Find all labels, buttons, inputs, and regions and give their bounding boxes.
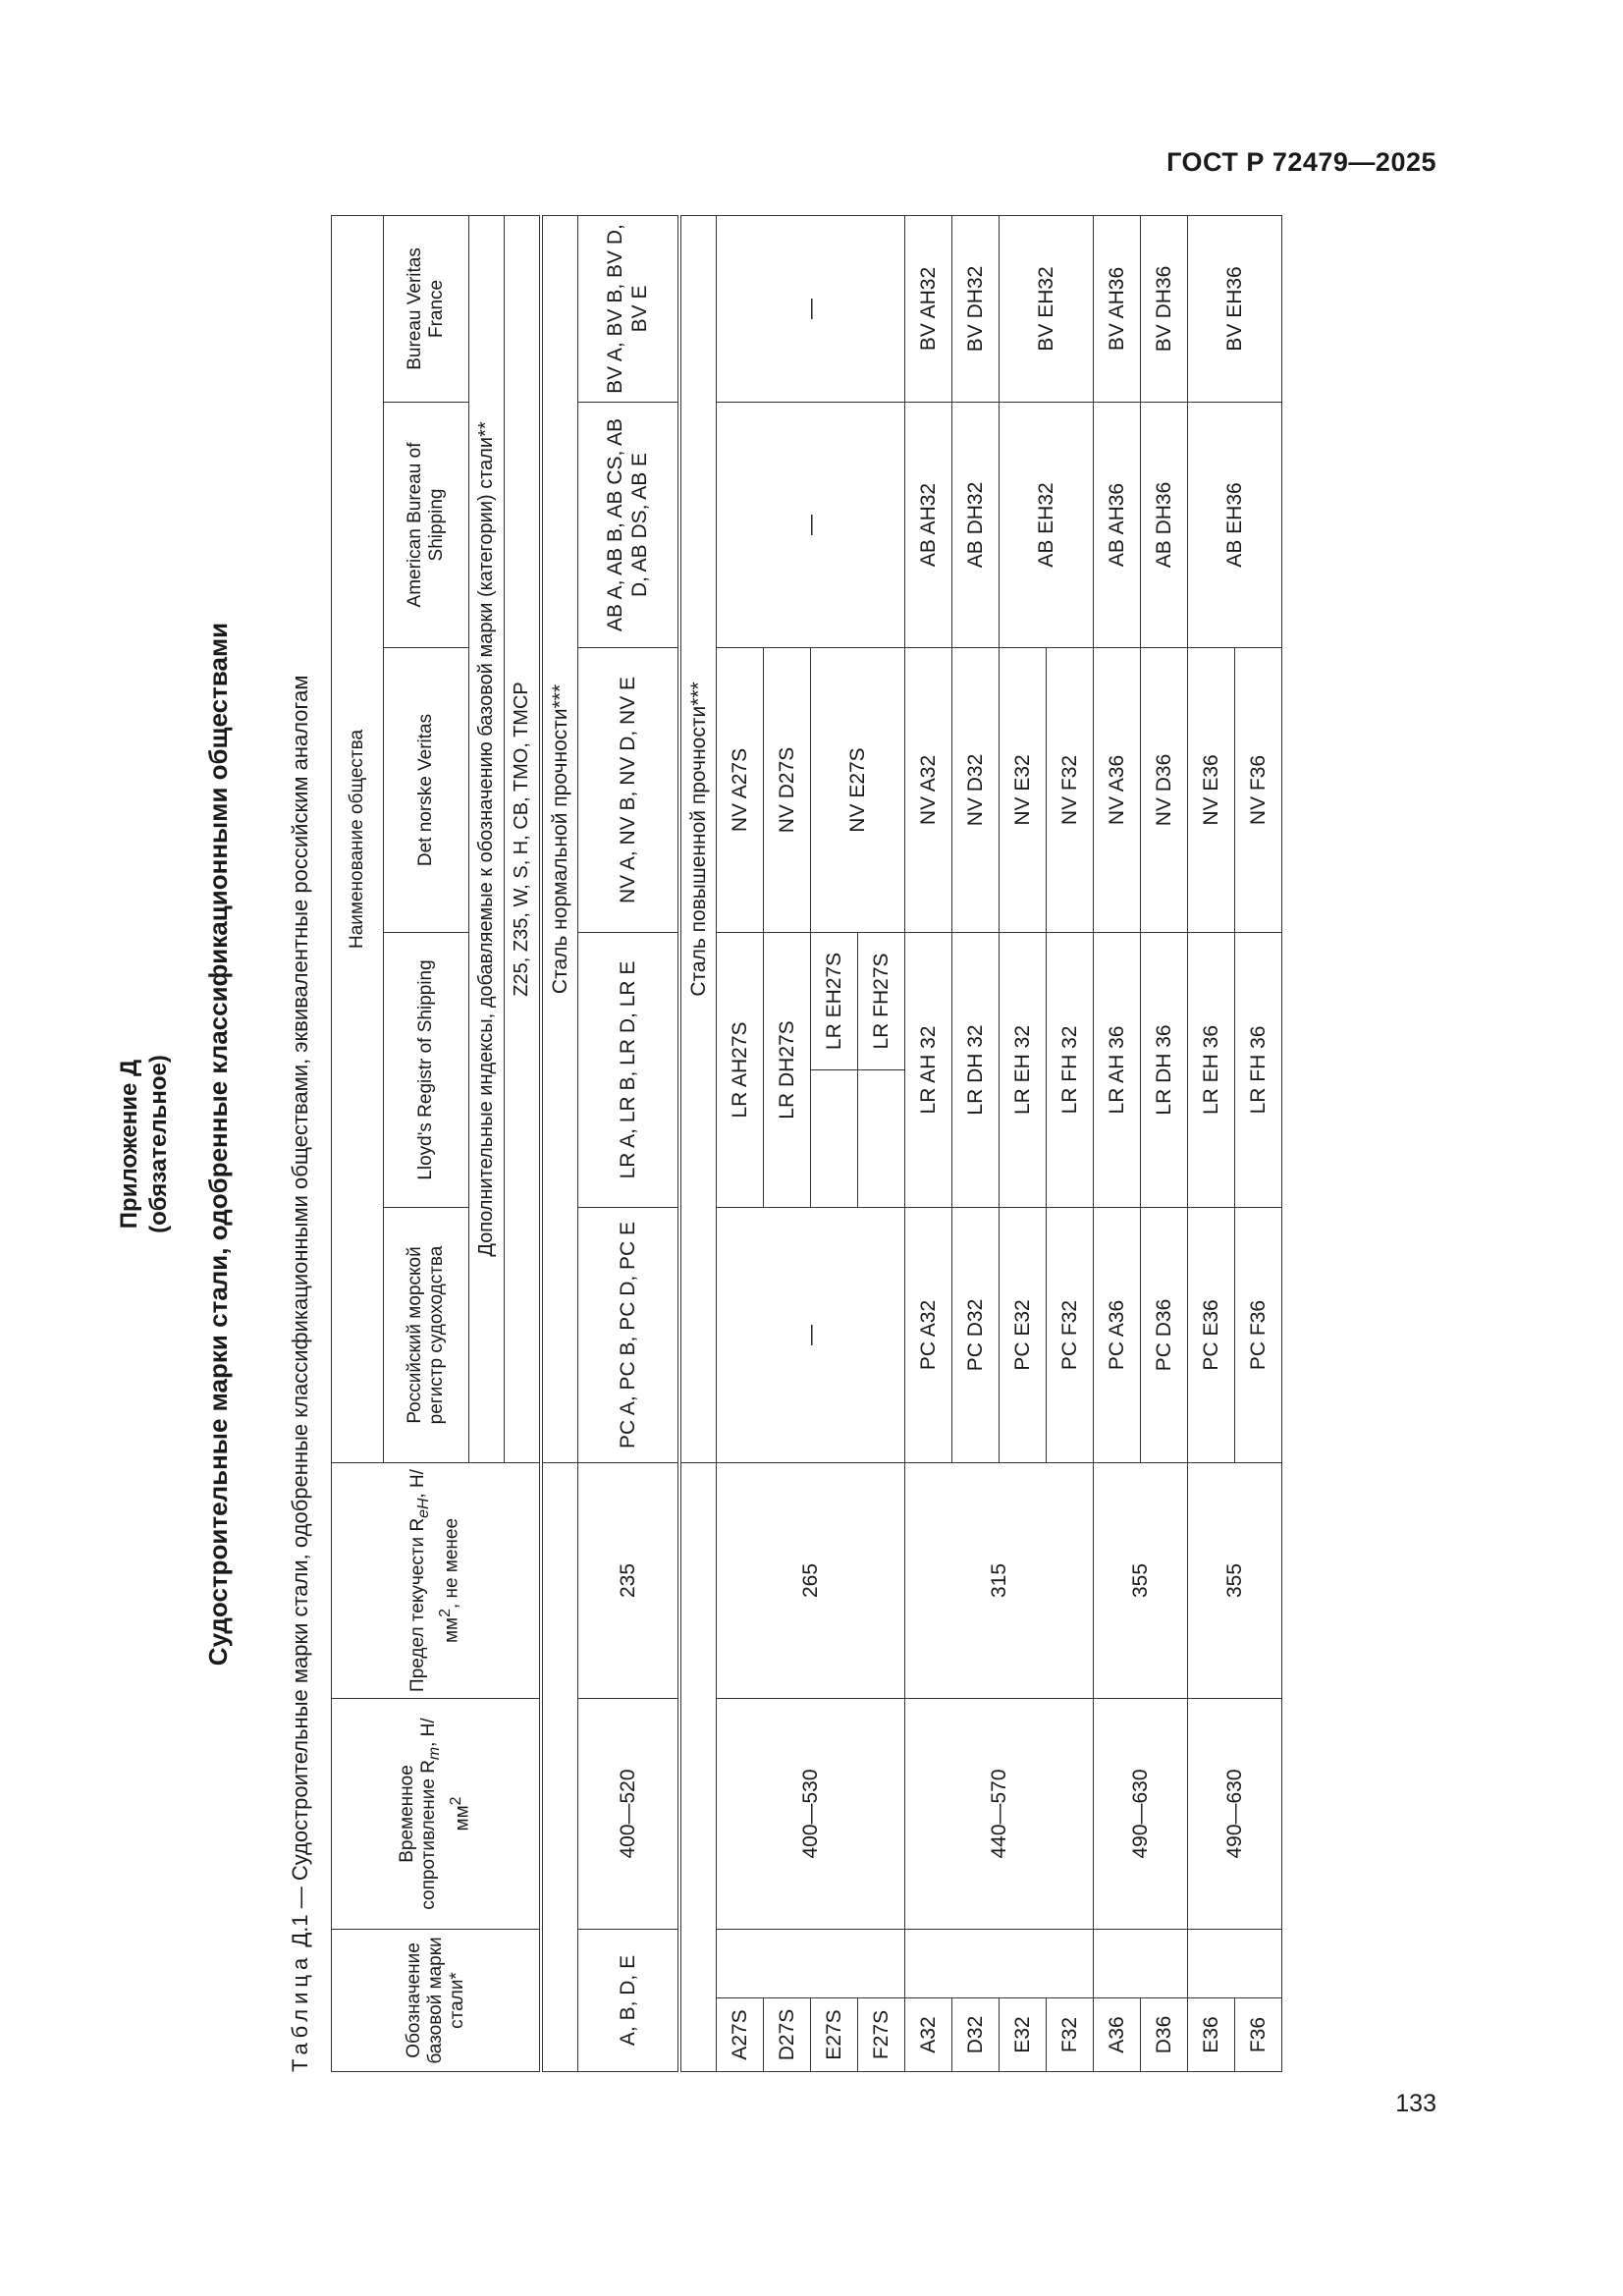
caption-prefix: Таблица <box>288 1952 312 2072</box>
cell-lr: LR EH27S <box>810 932 857 1069</box>
cell-nv: NV A32 <box>904 647 951 932</box>
cell-grade: E32 <box>999 1998 1046 2072</box>
cell-nv: NV E32 <box>999 647 1046 932</box>
cell-nv: NV E36 <box>1187 647 1234 932</box>
cell-ab: — <box>716 402 904 647</box>
steel-grades-table <box>331 215 1282 2072</box>
additional-indices-label: Дополнительные индексы, добавляемые к обозначению базовой марки (категории) стали** <box>469 215 505 1462</box>
cell-grade: A27S <box>716 1998 763 2072</box>
cell-spacer <box>1093 1929 1187 1997</box>
cell-lr-spacer <box>857 1069 904 1207</box>
cell-lr: LR FH27S <box>857 932 904 1069</box>
header-society: Наименование общества <box>332 215 384 1462</box>
cell-rs: PC D32 <box>951 1207 999 1462</box>
cell-tensile: 400—520 <box>578 1698 679 1929</box>
cell-nv: NV A36 <box>1093 647 1140 932</box>
cell-grade: E27S <box>810 1998 857 2072</box>
cell-yield: 355 <box>1093 1462 1187 1698</box>
cell-lr: LR DH27S <box>763 932 810 1207</box>
cell-lr: LR FH 36 <box>1234 932 1281 1207</box>
caption-text: — Судостроительные марки стали, одобренные классификационными обществами, эквивалентные российским аналогам <box>288 675 312 1915</box>
standard-number: ГОСТ Р 72479—2025 <box>1166 147 1436 177</box>
cell-rs: PC A36 <box>1093 1207 1140 1462</box>
cell-grade: F36 <box>1234 1998 1281 2072</box>
cell-spacer <box>904 1929 1093 1997</box>
cell-rs: PC A, PC B, PC D, PC E <box>578 1207 679 1462</box>
cell-nv: NV D36 <box>1140 647 1187 932</box>
cell-nv: NV E27S <box>810 647 904 932</box>
cell-lr: LR FH 32 <box>1046 932 1093 1207</box>
cell-grade: D36 <box>1140 1998 1187 2072</box>
section-spacer <box>679 1462 717 2071</box>
cell-ab: AB A, AB B, AB CS, AB D, AB DS, AB E <box>578 402 679 647</box>
cell-bv: BV A, BV B, BV D, BV E <box>578 215 679 402</box>
caption-number: Д.1 <box>288 1914 312 1953</box>
cell-rs: PC A32 <box>904 1207 951 1462</box>
table-row <box>1093 215 1140 2071</box>
cell-grade: F32 <box>1046 1998 1093 2072</box>
cell-lr: LR AH 36 <box>1093 932 1140 1207</box>
cell-lr: LR AH 32 <box>904 932 951 1207</box>
cell-lr: LR A, LR B, LR D, LR E <box>578 932 679 1207</box>
cell-tensile: 490—630 <box>1093 1698 1187 1929</box>
normal-strength-row <box>578 215 679 2071</box>
header-nv: Det norske Veritas <box>384 647 469 932</box>
cell-spacer <box>1187 1929 1281 1997</box>
rotated-content <box>103 216 1340 2072</box>
cell-tensile: 440—570 <box>904 1698 1093 1929</box>
cell-rs: — <box>716 1207 904 1462</box>
cell-grade: D32 <box>951 1998 999 2072</box>
header-tensile: Временное сопротивление $R_m$, $Н/мм^2$ <box>332 1698 542 1929</box>
appendix-title: Судостроительные марки стали, одобренные классификационными обществами <box>203 622 233 1667</box>
cell-grade: A32 <box>904 1998 951 2072</box>
cell-grade: A, B, D, E <box>578 1929 679 2071</box>
cell-ab: AB DH36 <box>1140 402 1187 647</box>
cell-grade: E36 <box>1187 1998 1234 2072</box>
header-yield: Предел текучести $R_{eH}$, $Н/мм^2$, не менее <box>332 1462 542 1698</box>
section-spacer <box>541 1462 578 2071</box>
cell-bv: BV EH36 <box>1187 215 1281 402</box>
cell-lr-spacer <box>810 1069 857 1207</box>
cell-nv: NV D32 <box>951 647 999 932</box>
cell-rs: PC F32 <box>1046 1207 1093 1462</box>
cell-tensile: 490—630 <box>1187 1698 1281 1929</box>
cell-bv: BV DH36 <box>1140 215 1187 402</box>
header-ab: American Bureau of Shipping <box>384 402 469 647</box>
cell-grade: D27S <box>763 1998 810 2072</box>
cell-tensile: 400—530 <box>716 1698 904 1929</box>
cell-bv: BV DH32 <box>951 215 999 402</box>
cell-rs: PC E36 <box>1187 1207 1234 1462</box>
cell-lr: LR DH 36 <box>1140 932 1187 1207</box>
cell-ab: AB AH36 <box>1093 402 1140 647</box>
cell-ab: AB AH32 <box>904 402 951 647</box>
cell-yield: 265 <box>716 1462 904 1698</box>
section-high-row <box>679 215 717 2071</box>
table-row <box>1187 215 1234 2071</box>
cell-lr: LR AH27S <box>716 932 763 1207</box>
cell-yield: 355 <box>1187 1462 1281 1698</box>
header-grade: Обозначение базовой марки стали* <box>332 1929 542 2071</box>
cell-nv: NV F32 <box>1046 647 1093 932</box>
cell-ab: AB EH32 <box>999 402 1093 647</box>
table-caption <box>288 676 313 2072</box>
cell-nv: NV F36 <box>1234 647 1281 932</box>
cell-nv: NV A27S <box>716 647 763 932</box>
cell-lr: LR EH 36 <box>1187 932 1234 1207</box>
appendix-status: (обязательное) <box>145 1055 172 1233</box>
cell-yield: 235 <box>578 1462 679 1698</box>
page-number: 133 <box>1395 2090 1436 2117</box>
cell-nv: NV A, NV B, NV D, NV E <box>578 647 679 932</box>
table-row <box>904 215 951 2071</box>
cell-ab: AB DH32 <box>951 402 999 647</box>
cell-ab: AB EH36 <box>1187 402 1281 647</box>
cell-grade: A36 <box>1093 1998 1140 2072</box>
appendix-label: Приложение Д <box>116 1059 142 1230</box>
cell-lr: LR DH 32 <box>951 932 999 1207</box>
section-normal-row <box>541 215 578 2071</box>
cell-bv: BV AH32 <box>904 215 951 402</box>
section-normal-title: Сталь нормальной прочности*** <box>541 215 578 1462</box>
cell-bv: BV AH36 <box>1093 215 1140 402</box>
cell-rs: PC F36 <box>1234 1207 1281 1462</box>
cell-yield: 315 <box>904 1462 1093 1698</box>
cell-bv: BV EH32 <box>999 215 1093 402</box>
cell-bv: — <box>716 215 904 402</box>
cell-spacer <box>716 1929 904 1997</box>
cell-nv: NV D27S <box>763 647 810 932</box>
cell-rs: PC D36 <box>1140 1207 1187 1462</box>
header-rs: Российский морской регистр судоходства <box>384 1207 469 1462</box>
header-row-1 <box>332 215 384 2071</box>
cell-rs: PC E32 <box>999 1207 1046 1462</box>
header-bv: Bureau Veritas France <box>384 215 469 402</box>
header-lr: Lloyd's Registr of Shipping <box>384 932 469 1207</box>
section-high-title: Сталь повышенной прочности*** <box>679 215 717 1462</box>
cell-lr: LR EH 32 <box>999 932 1046 1207</box>
table-row <box>716 215 763 2071</box>
additional-indices: Z25, Z35, W, S, H, CB, TMO, TMCP <box>505 215 542 1462</box>
cell-grade: F27S <box>857 1998 904 2072</box>
